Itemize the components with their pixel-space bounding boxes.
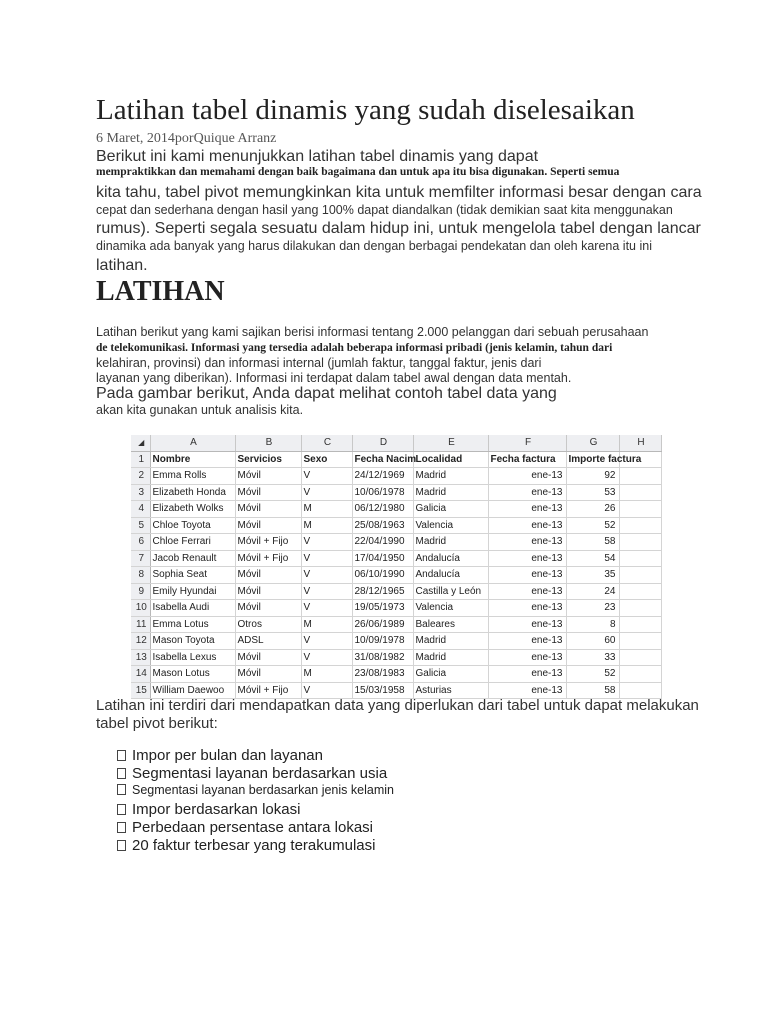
data-cell: Emma Rolls bbox=[150, 468, 235, 485]
table-row bbox=[131, 534, 661, 551]
intro-line-5: rumus). Seperti segala sesuatu dalam hidup ini, untuk mengelola tabel dengan lancar bbox=[96, 220, 701, 237]
section-heading: LATIHAN bbox=[96, 276, 225, 307]
table-row bbox=[131, 666, 661, 683]
data-cell: 33 bbox=[566, 649, 619, 666]
column-header: A bbox=[150, 435, 235, 451]
table-row bbox=[131, 600, 661, 617]
data-cell: Móvil bbox=[235, 484, 301, 501]
data-cell: V bbox=[301, 600, 352, 617]
table-row bbox=[131, 517, 661, 534]
data-cell: Móvil bbox=[235, 600, 301, 617]
data-cell: Isabella Audi bbox=[150, 600, 235, 617]
empty-cell bbox=[619, 583, 661, 600]
data-cell: 06/10/1990 bbox=[352, 567, 413, 584]
data-cell: Chloe Ferrari bbox=[150, 534, 235, 551]
data-cell: M bbox=[301, 517, 352, 534]
empty-cell bbox=[619, 649, 661, 666]
row-number: 4 bbox=[131, 501, 150, 518]
data-cell: Valencia bbox=[413, 600, 488, 617]
data-cell: Móvil + Fijo bbox=[235, 534, 301, 551]
data-cell: Móvil + Fijo bbox=[235, 682, 301, 699]
data-cell: 26 bbox=[566, 501, 619, 518]
row-number: 5 bbox=[131, 517, 150, 534]
empty-cell bbox=[619, 534, 661, 551]
body-line-3: kelahiran, provinsi) dan informasi internal (jumlah faktur, tanggal faktur, jenis dari bbox=[96, 356, 542, 370]
data-cell: Andalucía bbox=[413, 550, 488, 567]
article-meta: 6 Maret, 2014porQuique Arranz bbox=[96, 131, 277, 146]
data-cell: 53 bbox=[566, 484, 619, 501]
data-cell: 23/08/1983 bbox=[352, 666, 413, 683]
data-cell: Castilla y León bbox=[413, 583, 488, 600]
empty-cell bbox=[619, 484, 661, 501]
data-cell: Asturias bbox=[413, 682, 488, 699]
spreadsheet-table bbox=[131, 435, 662, 699]
table-row bbox=[131, 550, 661, 567]
empty-cell bbox=[619, 633, 661, 650]
column-header: F bbox=[488, 435, 566, 451]
data-cell: Emma Lotus bbox=[150, 616, 235, 633]
bullet-item: Impor per bulan dan layanan bbox=[117, 747, 323, 764]
data-cell: V bbox=[301, 534, 352, 551]
body-line-4: layanan yang diberikan). Informasi ini terdapat dalam tabel awal dengan data mentah. bbox=[96, 371, 572, 385]
table-row bbox=[131, 583, 661, 600]
data-cell: Madrid bbox=[413, 468, 488, 485]
row-number: 12 bbox=[131, 633, 150, 650]
empty-cell bbox=[619, 468, 661, 485]
row-number: 6 bbox=[131, 534, 150, 551]
data-cell: M bbox=[301, 666, 352, 683]
checkbox-icon bbox=[117, 822, 126, 833]
after-line-2: tabel pivot berikut: bbox=[96, 715, 218, 732]
bullet-item: 20 faktur terbesar yang terakumulasi bbox=[117, 837, 375, 854]
data-cell: Chloe Toyota bbox=[150, 517, 235, 534]
data-cell: Móvil bbox=[235, 666, 301, 683]
column-header: H bbox=[619, 435, 661, 451]
column-header: G bbox=[566, 435, 619, 451]
column-header: E bbox=[413, 435, 488, 451]
row-number: 14 bbox=[131, 666, 150, 683]
data-cell: 28/12/1965 bbox=[352, 583, 413, 600]
row-number: 9 bbox=[131, 583, 150, 600]
data-cell: 52 bbox=[566, 517, 619, 534]
data-cell: 15/03/1958 bbox=[352, 682, 413, 699]
column-header-row bbox=[131, 435, 661, 451]
data-cell: Móvil bbox=[235, 583, 301, 600]
data-cell: Otros bbox=[235, 616, 301, 633]
data-cell: 10/06/1978 bbox=[352, 484, 413, 501]
bullet-item: Segmentasi layanan berdasarkan jenis kelamin bbox=[117, 783, 394, 797]
header-cell: Sexo bbox=[301, 451, 352, 468]
checkbox-icon bbox=[117, 750, 126, 761]
data-cell: ene-13 bbox=[488, 501, 566, 518]
body-line-2: de telekomunikasi. Informasi yang tersedia adalah beberapa informasi pribadi (jenis kelamin, tahun dari bbox=[96, 342, 613, 354]
data-cell: Móvil bbox=[235, 517, 301, 534]
data-cell: ADSL bbox=[235, 633, 301, 650]
data-cell: William Daewoo bbox=[150, 682, 235, 699]
data-cell: ene-13 bbox=[488, 517, 566, 534]
data-cell: ene-13 bbox=[488, 649, 566, 666]
data-cell: V bbox=[301, 484, 352, 501]
data-cell: ene-13 bbox=[488, 633, 566, 650]
header-cell: Localidad bbox=[413, 451, 488, 468]
data-cell: 10/09/1978 bbox=[352, 633, 413, 650]
data-cell: Mason Lotus bbox=[150, 666, 235, 683]
column-header: C bbox=[301, 435, 352, 451]
row-number: 1 bbox=[131, 451, 150, 468]
table-row bbox=[131, 649, 661, 666]
data-cell: 06/12/1980 bbox=[352, 501, 413, 518]
body-line-6: akan kita gunakan untuk analisis kita. bbox=[96, 403, 304, 417]
data-cell: Madrid bbox=[413, 649, 488, 666]
checkbox-icon bbox=[117, 804, 126, 815]
empty-cell bbox=[619, 600, 661, 617]
spreadsheet-header-row bbox=[131, 451, 661, 468]
data-cell: ene-13 bbox=[488, 484, 566, 501]
after-line-1: Latihan ini terdiri dari mendapatkan data yang diperlukan dari tabel untuk dapat melakukan bbox=[96, 697, 699, 714]
data-cell: Madrid bbox=[413, 484, 488, 501]
data-cell: 26/06/1989 bbox=[352, 616, 413, 633]
data-cell: V bbox=[301, 633, 352, 650]
row-number: 3 bbox=[131, 484, 150, 501]
corner-cell: ◢ bbox=[131, 435, 150, 451]
data-cell: 54 bbox=[566, 550, 619, 567]
intro-line-6: dinamika ada banyak yang harus dilakukan dan dengan berbagai pendekatan dan oleh karena itu ini bbox=[96, 239, 652, 253]
data-cell: Jacob Renault bbox=[150, 550, 235, 567]
body-line-5: Pada gambar berikut, Anda dapat melihat contoh tabel data yang bbox=[96, 385, 557, 402]
empty-cell bbox=[619, 567, 661, 584]
empty-cell bbox=[619, 666, 661, 683]
data-cell: M bbox=[301, 616, 352, 633]
data-cell: ene-13 bbox=[488, 567, 566, 584]
intro-line-7: latihan. bbox=[96, 257, 148, 274]
empty-cell bbox=[619, 501, 661, 518]
data-cell: V bbox=[301, 550, 352, 567]
data-cell: Galicia bbox=[413, 501, 488, 518]
page-title: Latihan tabel dinamis yang sudah diselesaikan bbox=[96, 94, 635, 126]
table-row bbox=[131, 501, 661, 518]
data-cell: 24/12/1969 bbox=[352, 468, 413, 485]
data-cell: ene-13 bbox=[488, 550, 566, 567]
intro-line-4: cepat dan sederhana dengan hasil yang 100% dapat diandalkan (tidak demikian saat kita menggunakan bbox=[96, 203, 673, 217]
table-row bbox=[131, 567, 661, 584]
bullet-item: Segmentasi layanan berdasarkan usia bbox=[117, 765, 387, 782]
data-cell: ene-13 bbox=[488, 682, 566, 699]
data-cell: Andalucía bbox=[413, 567, 488, 584]
header-cell: Nombre bbox=[150, 451, 235, 468]
row-number: 10 bbox=[131, 600, 150, 617]
data-cell: 58 bbox=[566, 682, 619, 699]
bullet-item: Impor berdasarkan lokasi bbox=[117, 801, 300, 818]
empty-cell bbox=[619, 616, 661, 633]
data-cell: V bbox=[301, 468, 352, 485]
data-cell: Mason Toyota bbox=[150, 633, 235, 650]
checkbox-icon bbox=[117, 784, 126, 795]
spreadsheet-image bbox=[131, 435, 646, 696]
table-row bbox=[131, 616, 661, 633]
data-cell: 31/08/1982 bbox=[352, 649, 413, 666]
data-cell: Elizabeth Honda bbox=[150, 484, 235, 501]
column-header: D bbox=[352, 435, 413, 451]
intro-line-2: mempraktikkan dan memahami dengan baik bagaimana dan untuk apa itu bisa digunakan. Seperti semua bbox=[96, 166, 620, 178]
data-cell: 19/05/1973 bbox=[352, 600, 413, 617]
data-cell: Móvil bbox=[235, 567, 301, 584]
data-cell: Emily Hyundai bbox=[150, 583, 235, 600]
row-number: 8 bbox=[131, 567, 150, 584]
empty-cell bbox=[619, 517, 661, 534]
data-cell: 24 bbox=[566, 583, 619, 600]
intro-line-1: Berikut ini kami menunjukkan latihan tabel dinamis yang dapat bbox=[96, 148, 539, 165]
row-number: 7 bbox=[131, 550, 150, 567]
checkbox-icon bbox=[117, 840, 126, 851]
row-number: 15 bbox=[131, 682, 150, 699]
data-cell: V bbox=[301, 567, 352, 584]
table-row bbox=[131, 633, 661, 650]
data-cell: Móvil bbox=[235, 501, 301, 518]
data-cell: Isabella Lexus bbox=[150, 649, 235, 666]
column-header: B bbox=[235, 435, 301, 451]
row-number: 11 bbox=[131, 616, 150, 633]
body-line-1: Latihan berikut yang kami sajikan berisi informasi tentang 2.000 pelanggan dari sebuah perusahaan bbox=[96, 325, 649, 339]
intro-line-3: kita tahu, tabel pivot memungkinkan kita untuk memfilter informasi besar dengan cara bbox=[96, 184, 702, 201]
data-cell: ene-13 bbox=[488, 616, 566, 633]
data-cell: ene-13 bbox=[488, 666, 566, 683]
header-cell: Importe factura bbox=[566, 451, 619, 468]
table-row bbox=[131, 484, 661, 501]
data-cell: 52 bbox=[566, 666, 619, 683]
data-cell: 25/08/1963 bbox=[352, 517, 413, 534]
data-cell: Sophia Seat bbox=[150, 567, 235, 584]
header-cell: Fecha Nacim bbox=[352, 451, 413, 468]
data-cell: V bbox=[301, 583, 352, 600]
data-cell: Elizabeth Wolks bbox=[150, 501, 235, 518]
data-cell: 92 bbox=[566, 468, 619, 485]
data-cell: V bbox=[301, 649, 352, 666]
data-cell: ene-13 bbox=[488, 600, 566, 617]
data-cell: ene-13 bbox=[488, 583, 566, 600]
data-cell: Móvil bbox=[235, 468, 301, 485]
data-cell: Madrid bbox=[413, 633, 488, 650]
data-cell: Galicia bbox=[413, 666, 488, 683]
table-row bbox=[131, 468, 661, 485]
checkbox-icon bbox=[117, 768, 126, 779]
data-cell: 35 bbox=[566, 567, 619, 584]
data-cell: Valencia bbox=[413, 517, 488, 534]
data-cell: 17/04/1950 bbox=[352, 550, 413, 567]
header-cell: Fecha factura bbox=[488, 451, 566, 468]
row-number: 2 bbox=[131, 468, 150, 485]
header-cell: Servicios bbox=[235, 451, 301, 468]
data-cell: M bbox=[301, 501, 352, 518]
data-cell: 23 bbox=[566, 600, 619, 617]
data-cell: Madrid bbox=[413, 534, 488, 551]
data-cell: Baleares bbox=[413, 616, 488, 633]
data-cell: 58 bbox=[566, 534, 619, 551]
data-cell: ene-13 bbox=[488, 468, 566, 485]
data-cell: ene-13 bbox=[488, 534, 566, 551]
row-number: 13 bbox=[131, 649, 150, 666]
data-cell: Móvil bbox=[235, 649, 301, 666]
data-cell: Móvil + Fijo bbox=[235, 550, 301, 567]
data-cell: V bbox=[301, 682, 352, 699]
data-cell: 60 bbox=[566, 633, 619, 650]
empty-cell bbox=[619, 550, 661, 567]
data-cell: 8 bbox=[566, 616, 619, 633]
data-cell: 22/04/1990 bbox=[352, 534, 413, 551]
bullet-item: Perbedaan persentase antara lokasi bbox=[117, 819, 373, 836]
